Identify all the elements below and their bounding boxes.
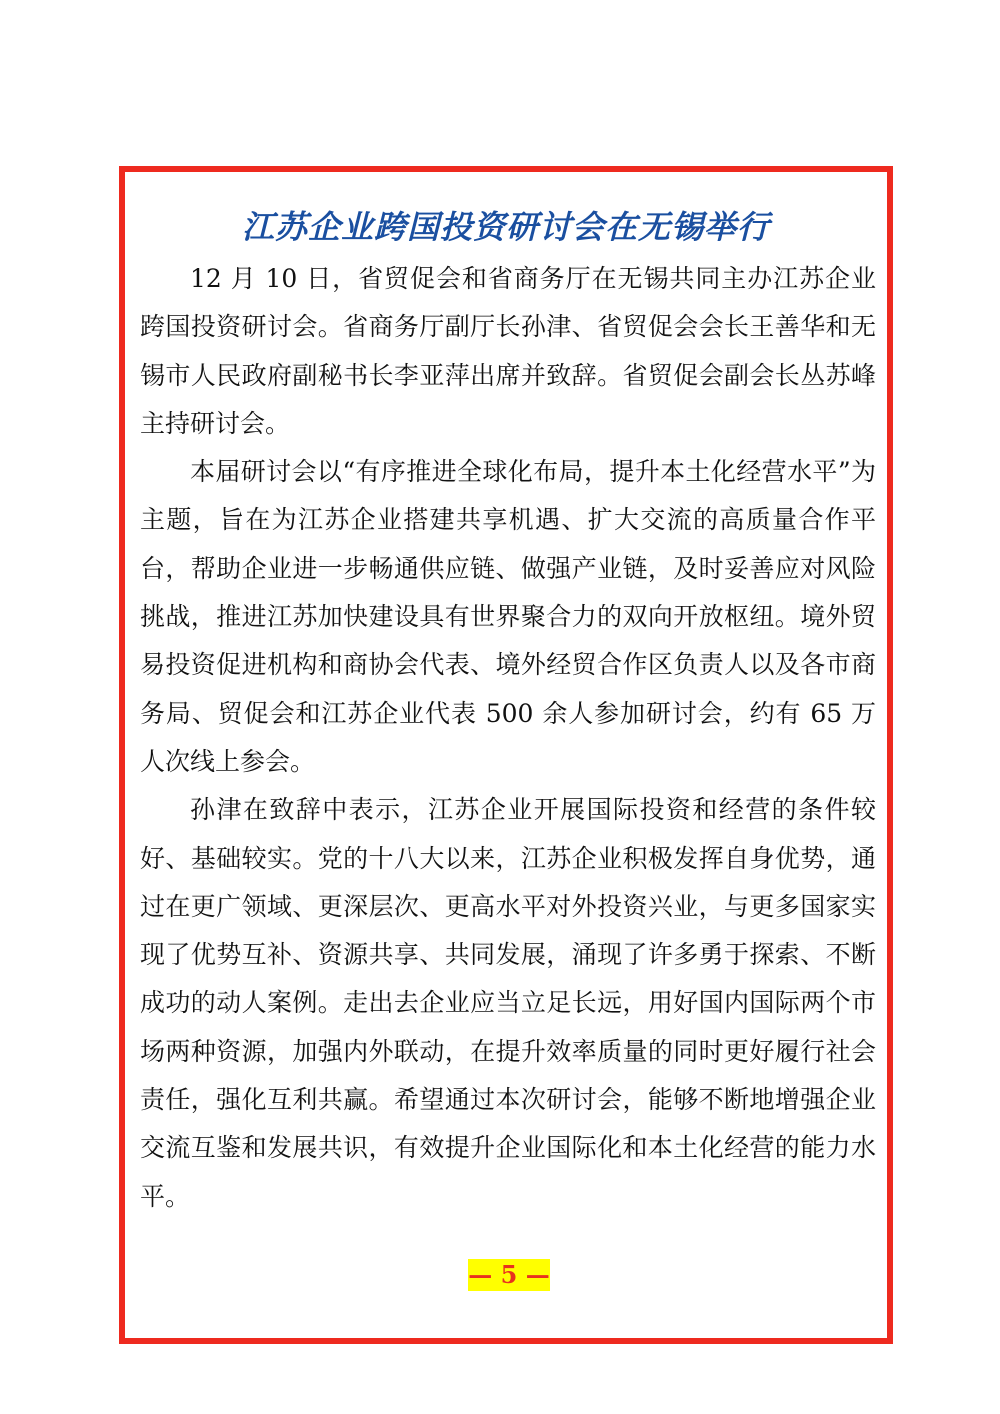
page-frame [119,166,893,1344]
article-title: 江苏企业跨国投资研讨会在无锡举行 [241,208,770,246]
paragraph-2: 本届研讨会以“有序推进全球化布局，提升本土化经营水平”为主题，旨在为江苏企业搭建共享机遇、扩大交流的高质量合作平台，帮助企业进一步畅通供应链、做强产业链，及时妥善应对风险挑战，推进江苏加快建设具有世界聚合力的双向开放枢纽。境外贸易投资促进机构和商协会代表、境外经贸合作区负责人以及各市商务局、贸促会和江苏企业代表 500 余人参加研讨会，约有 65 万人次线上参会。 [140,457,876,776]
page-number: — 5 — [468,1260,550,1289]
paragraph-3: 孙津在致辞中表示，江苏企业开展国际投资和经营的条件较好、基础较实。党的十八大以来，江苏企业积极发挥自身优势，通过在更广领域、更深层次、更高水平对外投资兴业，与更多国家实现了优势互补、资源共享、共同发展，涌现了许多勇于探索、不断成功的动人案例。走出去企业应当立足长远，用好国内国际两个市场两种资源，加强内外联动，在提升效率质量的同时更好履行社会责任，强化互利共赢。希望通过本次研讨会，能够不断地增强企业交流互鉴和发展共识，有效提升企业国际化和本土化经营的能力水平。 [140,795,876,1211]
article-body [140,255,876,1221]
paragraph-1: 12 月 10 日，省贸促会和省商务厅在无锡共同主办江苏企业跨国投资研讨会。省商务厅副厅长孙津、省贸促会会长王善华和无锡市人民政府副秘书长李亚萍出席并致辞。省贸促会副会长丛苏峰主持研讨会。 [140,264,876,438]
